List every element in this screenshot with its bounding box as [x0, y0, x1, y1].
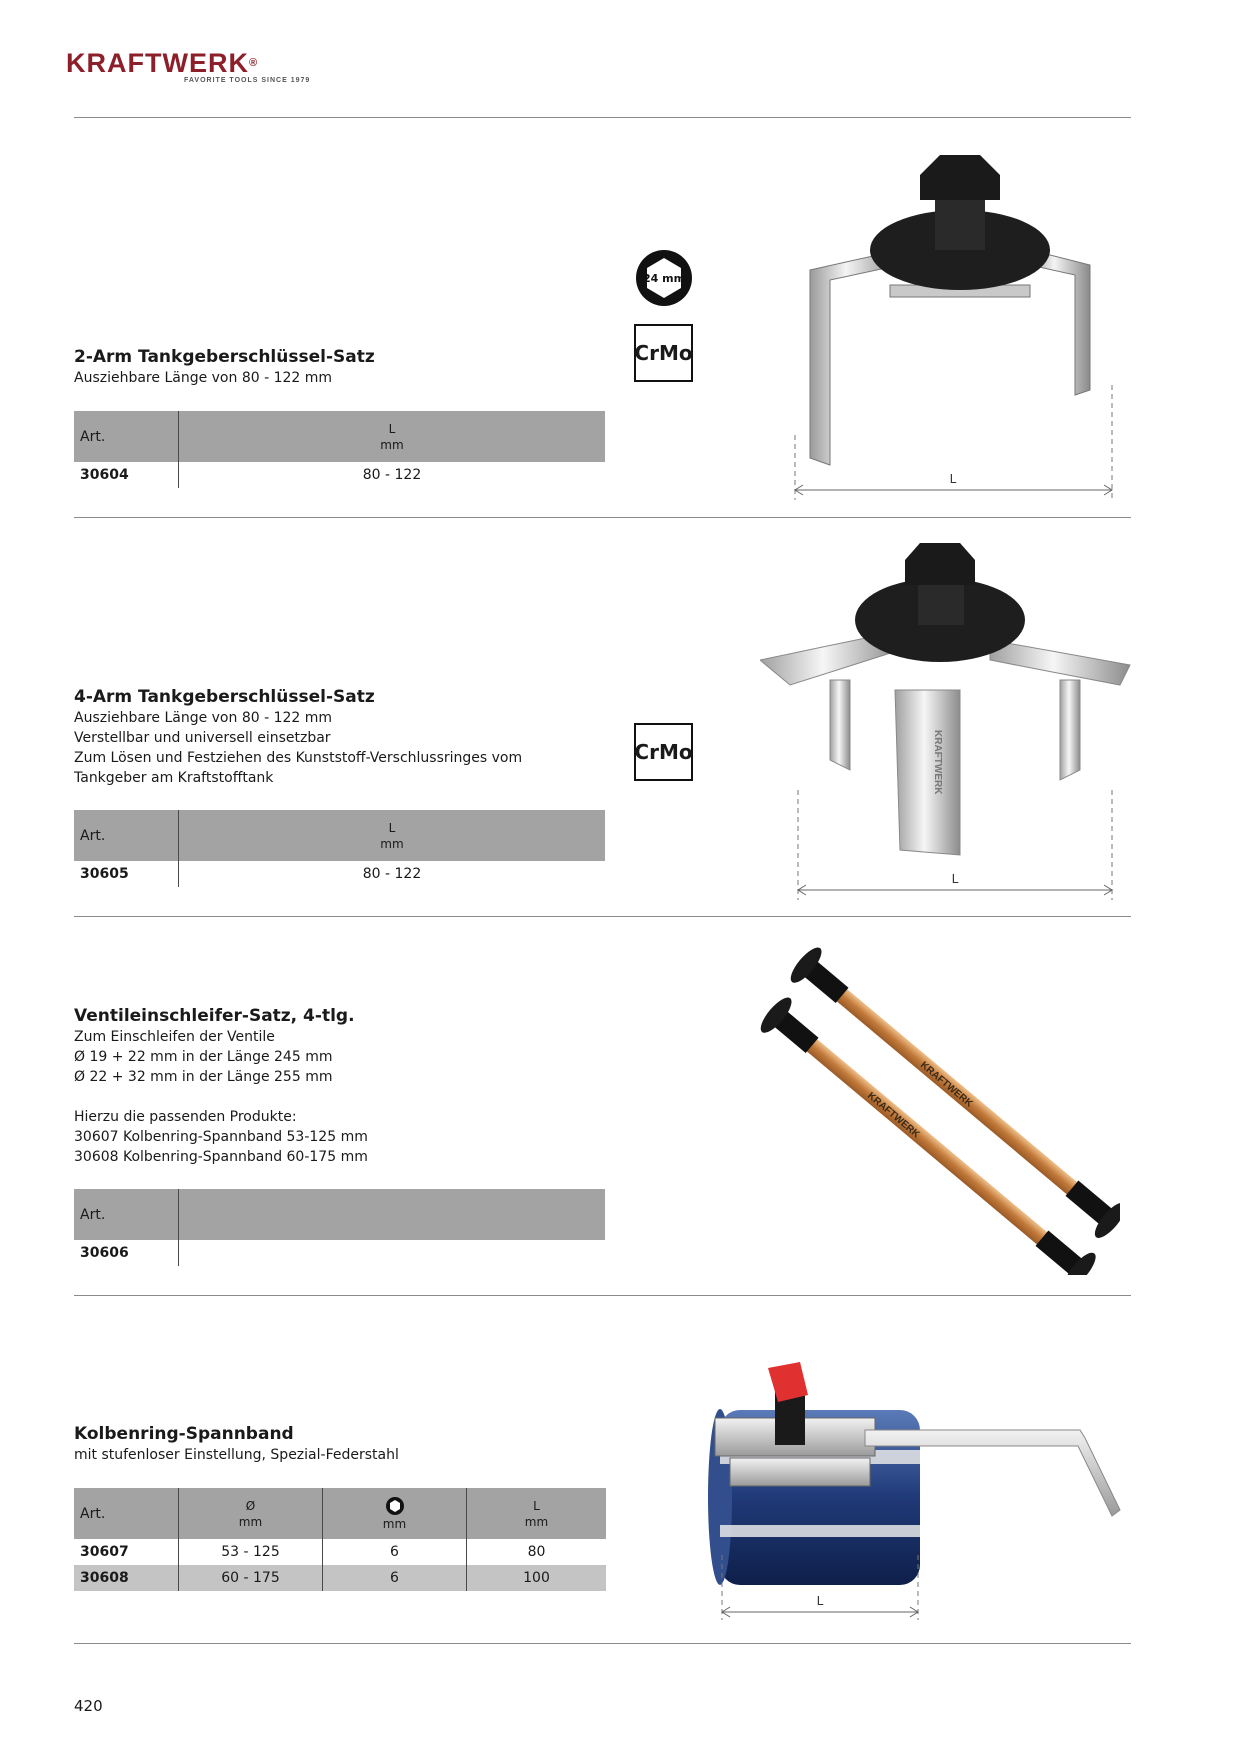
product-description: Ausziehbare Länge von 80 - 122 mm	[74, 370, 333, 386]
col-header-art: Art.	[74, 1488, 179, 1539]
divider	[74, 916, 1131, 917]
col-header-length: L mm	[179, 810, 606, 861]
product-description: Ausziehbare Länge von 80 - 122 mm Verstellbar und universell einsetzbar Zum Lösen und Festziehen des Kunststoff-Verschlussringes vom Tankgeber am Kraftstofftank	[74, 710, 523, 786]
valve-grinder-image	[740, 945, 1120, 1275]
divider	[74, 1643, 1131, 1644]
divider	[74, 517, 1131, 518]
spec-table	[74, 1488, 606, 1591]
svg-text:L: L	[951, 872, 959, 886]
product-title: 4-Arm Tankgeberschlüssel-Satz	[74, 687, 375, 707]
crmo-material-badge: CrMo	[634, 723, 693, 781]
spec-table	[74, 810, 605, 887]
socket-size-badge	[634, 248, 694, 308]
spec-table	[74, 1189, 605, 1266]
table-row: 30607 53 - 125 6 80	[74, 1539, 606, 1565]
product-description: mit stufenloser Einstellung, Spezial-Federstahl	[74, 1447, 399, 1463]
product-description: Zum Einschleifen der Ventile Ø 19 + 22 mm in der Länge 245 mm Ø 22 + 32 mm in der Länge 255 mm Hierzu die passenden Produkte: 30607 Kolbenring-Spannband 53-125 mm 30608 Kolbenring-Spannband 60-175 mm	[74, 1029, 368, 1165]
table-row: 30608 60 - 175 6 100	[74, 1565, 606, 1591]
svg-text:24 mm: 24 mm	[642, 272, 686, 285]
kraftwerk-logo	[66, 48, 316, 88]
crmo-material-badge: CrMo	[634, 324, 693, 382]
svg-text:L: L	[816, 1594, 824, 1608]
logo-wordmark: KRAFTWERK®	[66, 48, 259, 78]
col-header-art: Art.	[74, 810, 179, 861]
divider	[74, 1295, 1131, 1296]
piston-ring-compressor-image	[700, 1350, 1130, 1620]
svg-text:KRAFTWERK: KRAFTWERK	[918, 1059, 975, 1110]
col-header-length: L mm	[467, 1488, 607, 1539]
hex-socket-icon	[634, 248, 694, 308]
hex-socket-icon	[385, 1496, 405, 1516]
page-number: 420	[74, 1697, 103, 1715]
col-header-hex: mm	[323, 1488, 467, 1539]
col-header-empty	[179, 1189, 606, 1240]
col-header-length: L mm	[179, 411, 606, 462]
col-header-art: Art.	[74, 1189, 179, 1240]
col-header-art: Art.	[74, 411, 179, 462]
col-header-diameter: Ø mm	[179, 1488, 323, 1539]
product-title: Kolbenring-Spannband	[74, 1424, 294, 1444]
table-row: 30604 80 - 122	[74, 462, 605, 488]
four-arm-wrench-image	[760, 540, 1140, 900]
spec-table	[74, 411, 605, 488]
logo-tagline: FAVORITE TOOLS SINCE 1979	[184, 77, 311, 84]
product-title: Ventileinschleifer-Satz, 4-tlg.	[74, 1006, 355, 1026]
svg-text:L: L	[949, 472, 957, 486]
svg-text:KRAFTWERK: KRAFTWERK	[865, 1090, 922, 1141]
svg-text:KRAFTWERK: KRAFTWERK	[932, 730, 943, 795]
table-row: 30605 80 - 122	[74, 861, 605, 887]
divider	[74, 117, 1131, 118]
product-title: 2-Arm Tankgeberschlüssel-Satz	[74, 347, 375, 367]
two-arm-wrench-image	[790, 140, 1120, 500]
table-row: 30606	[74, 1240, 605, 1266]
